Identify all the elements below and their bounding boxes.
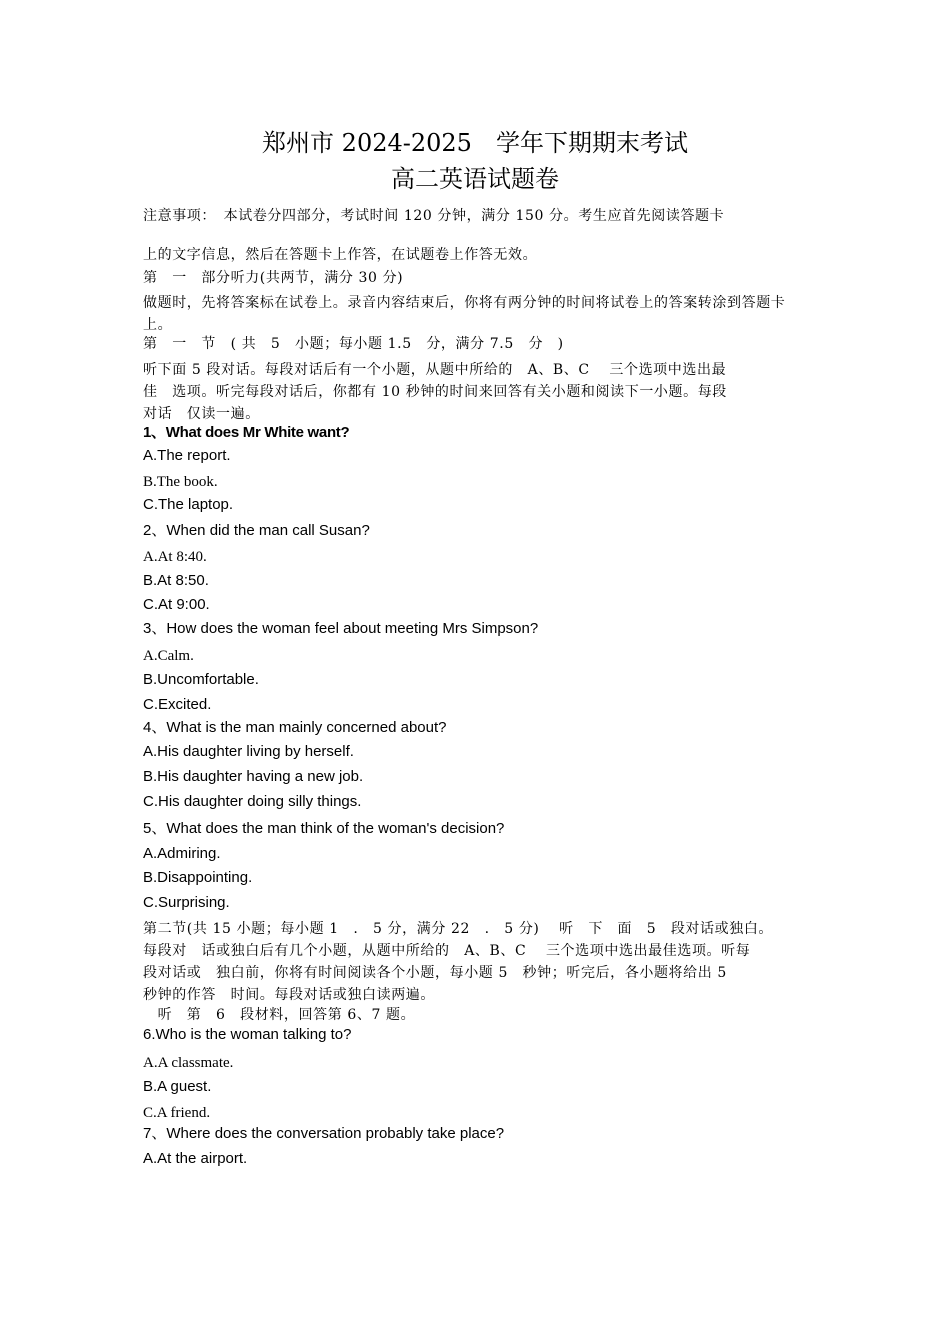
question-4: 4、What is the man mainly concerned about? [143, 719, 447, 736]
option-2c: C.At 9:00. [143, 596, 210, 613]
option-3b: B.Uncomfortable. [143, 671, 259, 688]
part1-instruction: 做题时，先将答案标在试卷上。录音内容结束后，你将有两分钟的时间将试卷上的答案转涂到答题卡上。 [143, 295, 786, 333]
section1-instruction-3: 对话 仅读一遍。 [143, 406, 260, 422]
question-1: 1、What does Mr White want? [143, 424, 350, 441]
notice-line-2: 上的文字信息，然后在答题卡上作答，在试题卷上作答无效。 [143, 247, 538, 263]
option-2a: A.At 8:40. [143, 549, 207, 565]
option-4b: B.His daughter having a new job. [143, 768, 364, 785]
section2-instruction-4: 秒钟的作答 时间。每段对话或独白读两遍。 [143, 987, 435, 1003]
option-6c: C.A friend. [143, 1105, 211, 1121]
option-4a: A.His daughter living by herself. [143, 743, 354, 760]
option-4c: C.His daughter doing silly things. [143, 793, 362, 810]
option-1c: C.The laptop. [143, 496, 234, 513]
question-7: 7、Where does the conversation probably take place? [143, 1125, 505, 1142]
option-1a: A.The report. [143, 447, 231, 464]
section1-instruction-2: 佳 选项。听完每段对话后，你都有 10 秒钟的时间来回答有关小题和阅读下一小题。每段 [143, 384, 727, 400]
option-5b: B.Disappointing. [143, 869, 253, 886]
exam-title: 郑州市 2024-2025 学年下期期末考试 [262, 129, 688, 157]
section2-instruction-1: 第二节(共 15 小题；每小题 1 . 5 分，满分 22 . 5 分) 听 下 面 5 段对话或独白。 [143, 921, 774, 937]
option-7a: A.At the airport. [143, 1150, 248, 1167]
notice-line-1: 注意事项： 本试卷分四部分，考试时间 120 分钟，满分 150 分。考生应首先阅读答题卡 [143, 208, 725, 224]
question-3: 3、How does the woman feel about meeting Mrs Simpson? [143, 620, 539, 637]
section2-instruction-2: 每段对 话或独白后有几个小题，从题中所给的 A、B、C 三个选项中选出最佳选项。听每 [143, 943, 751, 959]
option-5c: C.Surprising. [143, 894, 230, 911]
question-6: 6.Who is the woman talking to? [143, 1026, 352, 1043]
option-2b: B.At 8:50. [143, 572, 209, 589]
option-3a: A.Calm. [143, 648, 194, 664]
section1-heading: 第 一 节 ( 共 5 小题；每小题 1.5 分，满分 7.5 分 ) [143, 336, 564, 352]
exam-subtitle: 高二英语试题卷 [391, 165, 559, 193]
part1-heading: 第 一 部分听力(共两节，满分 30 分) [143, 270, 404, 286]
section1-instruction-1: 听下面 5 段对话。每段对话后有一个小题，从题中所给的 A、B、C 三个选项中选出最 [143, 362, 727, 378]
section2-instruction-3: 段对话或 独白前，你将有时间阅读各个小题，每小题 5 秒钟；听完后，各小题将给出 5 [143, 965, 727, 981]
option-6a: A.A classmate. [143, 1055, 234, 1071]
question-2: 2、When did the man call Susan? [143, 522, 370, 539]
question-5: 5、What does the man think of the woman's decision? [143, 820, 505, 837]
section2-material-note: 听 第 6 段材料，回答第 6、7 题。 [143, 1007, 416, 1023]
option-5a: A.Admiring. [143, 845, 221, 862]
option-3c: C.Excited. [143, 696, 212, 713]
option-1b: B.The book. [143, 474, 218, 490]
option-6b: B.A guest. [143, 1078, 212, 1095]
